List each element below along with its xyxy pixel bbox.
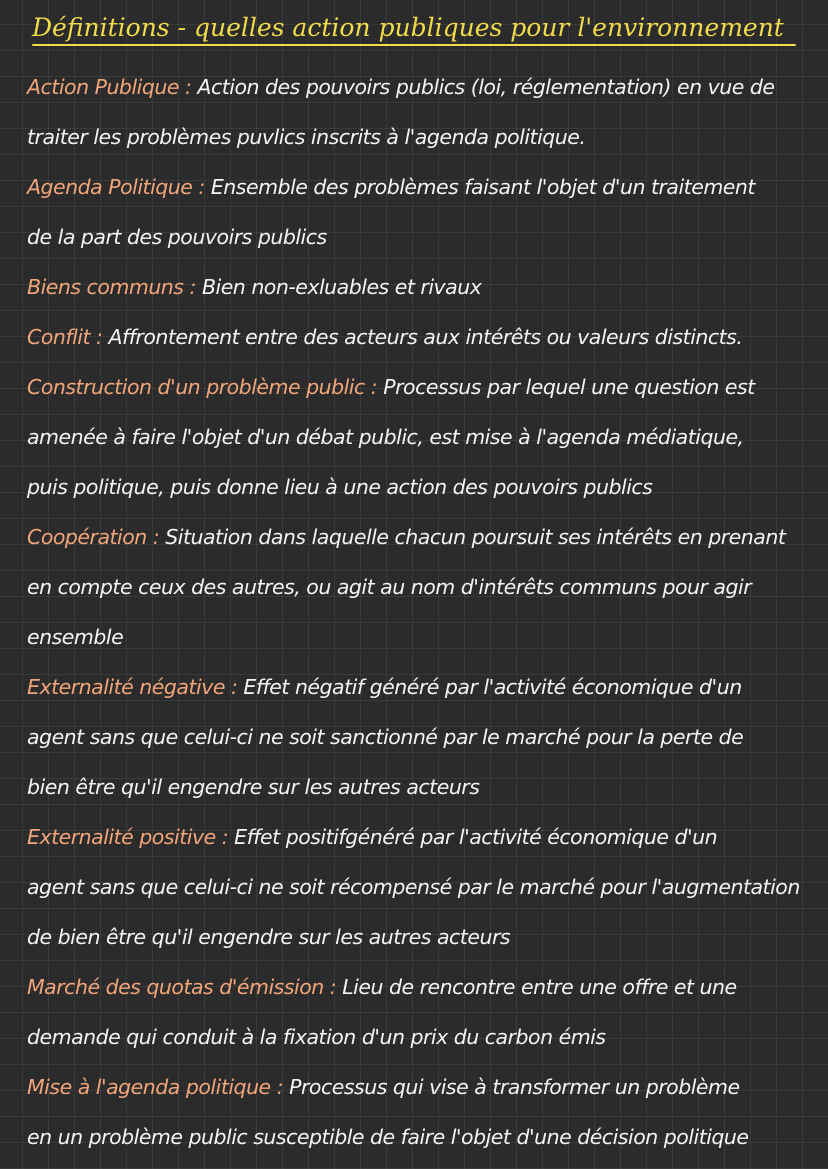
- definition-text: en compte ceux des autres, ou agit au nom d'intérêts communs pour agir: [27, 575, 752, 599]
- definition-first-line: [27, 362, 828, 412]
- definition-text: Lieu de rencontre entre une offre et une: [342, 975, 737, 999]
- definition-text: bien être qu'il engendre sur les autres acteurs: [27, 775, 480, 799]
- definition-line: [27, 562, 828, 612]
- definition-first-line: [27, 962, 828, 1012]
- definition-term: Coopération: [27, 525, 147, 549]
- term-separator: :: [215, 825, 235, 849]
- definition-text: Ensemble des problèmes faisant l'objet d'un traitement: [210, 175, 755, 199]
- definition-first-line: [27, 312, 828, 362]
- term-separator: :: [178, 75, 198, 99]
- definitions-list: [27, 62, 828, 1162]
- term-separator: :: [192, 175, 211, 199]
- definition-term: Marché des quotas d'émission: [27, 975, 324, 999]
- term-separator: :: [364, 375, 384, 399]
- definition-term: Construction d'un problème public: [27, 375, 365, 399]
- definition-text: Bien non-exluables et rivaux: [201, 275, 482, 299]
- definition-text: Effet positifgénéré par l'activité économique d'un: [234, 825, 718, 849]
- page-title: Définitions - quelles action publiques pour l'environnement: [32, 13, 784, 42]
- definition-line: [27, 412, 828, 462]
- definition-first-line: [27, 812, 828, 862]
- definition-term: Externalité positive: [27, 825, 216, 849]
- definition-text: Affrontement entre des acteurs aux intérêts ou valeurs distincts.: [108, 325, 743, 349]
- definition-text: Situation dans laquelle chacun poursuit ses intérêts en prenant: [165, 525, 786, 549]
- definition-term: Action Publique: [27, 75, 179, 99]
- term-separator: :: [270, 1075, 290, 1099]
- definition-text: de la part des pouvoirs publics: [27, 225, 327, 249]
- definition-line: [27, 712, 828, 762]
- definition-term: Biens communs: [27, 275, 184, 299]
- term-separator: :: [183, 275, 202, 299]
- definition-line: [27, 862, 828, 912]
- term-separator: :: [146, 525, 166, 549]
- definition-first-line: [27, 162, 828, 212]
- definition-line: [27, 112, 828, 162]
- definition-first-line: [27, 1062, 828, 1112]
- definition-text: demande qui conduit à la fixation d'un prix du carbon émis: [27, 1025, 606, 1049]
- definition-line: [27, 1112, 828, 1162]
- definition-line: [27, 212, 828, 262]
- definition-text: ensemble: [27, 625, 124, 649]
- definition-line: [27, 612, 828, 662]
- definition-text: Action des pouvoirs publics (loi, réglementation) en vue de: [197, 75, 775, 99]
- definition-text: agent sans que celui-ci ne soit sanctionné par le marché pour la perte de: [27, 725, 744, 749]
- definition-line: [27, 912, 828, 962]
- definition-text: de bien être qu'il engendre sur les autres acteurs: [27, 925, 511, 949]
- definition-first-line: [27, 512, 828, 562]
- definition-text: amenée à faire l'objet d'un débat public, est mise à l'agenda médiatique,: [27, 425, 744, 449]
- definition-text: Processus par lequel une question est: [383, 375, 755, 399]
- title-underline: [32, 44, 796, 46]
- term-separator: :: [224, 675, 244, 699]
- term-separator: :: [90, 325, 109, 349]
- definition-term: Agenda Politique: [27, 175, 193, 199]
- definition-text: traiter les problèmes puvlics inscrits à l'agenda politique.: [27, 125, 586, 149]
- definition-text: puis politique, puis donne lieu à une action des pouvoirs publics: [27, 475, 653, 499]
- definition-text: Effet négatif généré par l'activité économique d'un: [243, 675, 742, 699]
- definition-text: agent sans que celui-ci ne soit récompensé par le marché pour l'augmentation: [27, 875, 800, 899]
- definition-line: [27, 1012, 828, 1062]
- definition-line: [27, 762, 828, 812]
- definition-first-line: [27, 262, 828, 312]
- term-separator: :: [323, 975, 343, 999]
- definition-text: en un problème public susceptible de faire l'objet d'une décision politique: [27, 1125, 749, 1149]
- definition-term: Mise à l'agenda politique: [27, 1075, 271, 1099]
- definition-text: Processus qui vise à transformer un problème: [289, 1075, 740, 1099]
- definition-first-line: [27, 62, 828, 112]
- definition-line: [27, 462, 828, 512]
- definition-term: Conflit: [27, 325, 90, 349]
- definition-first-line: [27, 662, 828, 712]
- definition-term: Externalité négative: [27, 675, 225, 699]
